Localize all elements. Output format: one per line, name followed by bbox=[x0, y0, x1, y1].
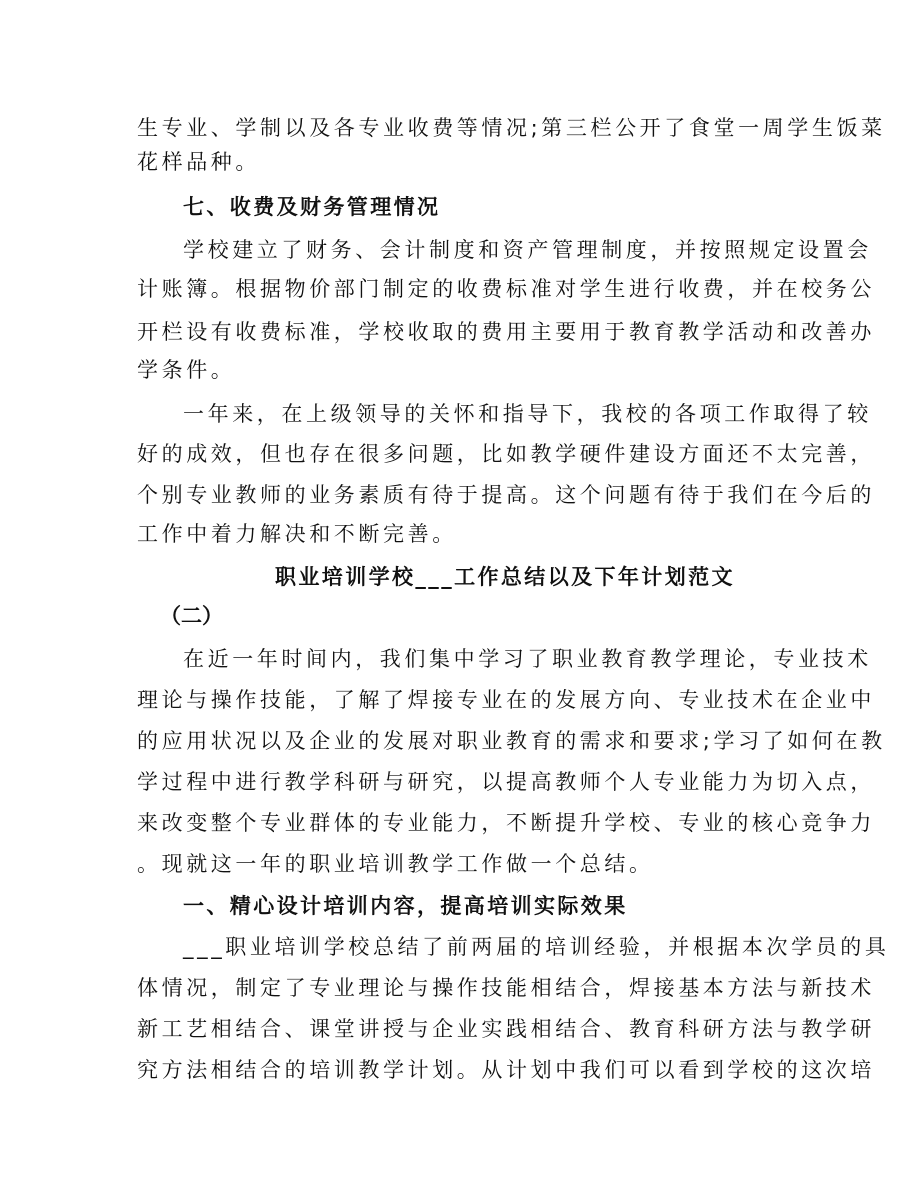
body-text-line: 在近一年时间内，我们集中学习了职业教育教学理论，专业技术 bbox=[183, 647, 872, 671]
body-text-line: 好的成效，但也存在很多问题，比如教学硬件建设方面还不太完善， bbox=[137, 442, 875, 466]
body-text-line: 计账簿。根据物价部门制定的收费标准对学生进行收费，并在校务公 bbox=[137, 277, 875, 301]
body-text-line: 新工艺相结合、课堂讲授与企业实践相结合、教育科研方法与教学研 bbox=[137, 1017, 875, 1041]
body-text-line: 一年来，在上级领导的关怀和指导下，我校的各项工作取得了较 bbox=[183, 402, 872, 426]
document-subtitle: （二） bbox=[160, 604, 223, 628]
body-text-line: ___职业培训学校总结了前两届的培训经验，并根据本次学员的具 bbox=[183, 935, 890, 959]
body-text-line: 个别专业教师的业务素质有待于提高。这个问题有待于我们在今后的 bbox=[137, 483, 875, 507]
body-text-line: 学条件。 bbox=[137, 358, 236, 382]
body-text-line: 。现就这一年的职业培训教学工作做一个总结。 bbox=[137, 852, 654, 876]
body-text-line: 的应用状况以及企业的发展对职业教育的需求和要求;学习了如何在教 bbox=[137, 729, 886, 753]
body-text-line: 工作中着力解决和不断完善。 bbox=[137, 522, 457, 546]
body-text-line: 来改变整个专业群体的专业能力，不断提升学校、专业的核心竞争力 bbox=[137, 811, 875, 835]
body-text-line: 究方法相结合的培训教学计划。从计划中我们可以看到学校的这次培 bbox=[137, 1058, 875, 1082]
document-title: 职业培训学校___工作总结以及下年计划范文 bbox=[275, 565, 735, 589]
body-text-line: 学校建立了财务、会计制度和资产管理制度，并按照规定设置会 bbox=[183, 238, 872, 262]
body-text-line: 体情况，制定了专业理论与操作技能相结合，焊接基本方法与新技术 bbox=[137, 976, 875, 1000]
body-text-line: 花样品种。 bbox=[137, 150, 260, 174]
body-text-line: 理论与操作技能，了解了焊接专业在的发展方向、专业技术在企业中 bbox=[137, 688, 875, 712]
section-heading-1: 一、精心设计培训内容，提高培训实际效果 bbox=[183, 894, 628, 918]
body-text-line: 学过程中进行教学科研与研究，以提高教师个人专业能力为切入点， bbox=[137, 770, 875, 794]
section-heading-7: 七、收费及财务管理情况 bbox=[183, 195, 441, 219]
body-text-line: 生专业、学制以及各专业收费等情况;第三栏公开了食堂一周学生饭菜 bbox=[137, 116, 886, 140]
body-text-line: 开栏设有收费标准，学校收取的费用主要用于教育教学活动和改善办 bbox=[137, 320, 875, 344]
